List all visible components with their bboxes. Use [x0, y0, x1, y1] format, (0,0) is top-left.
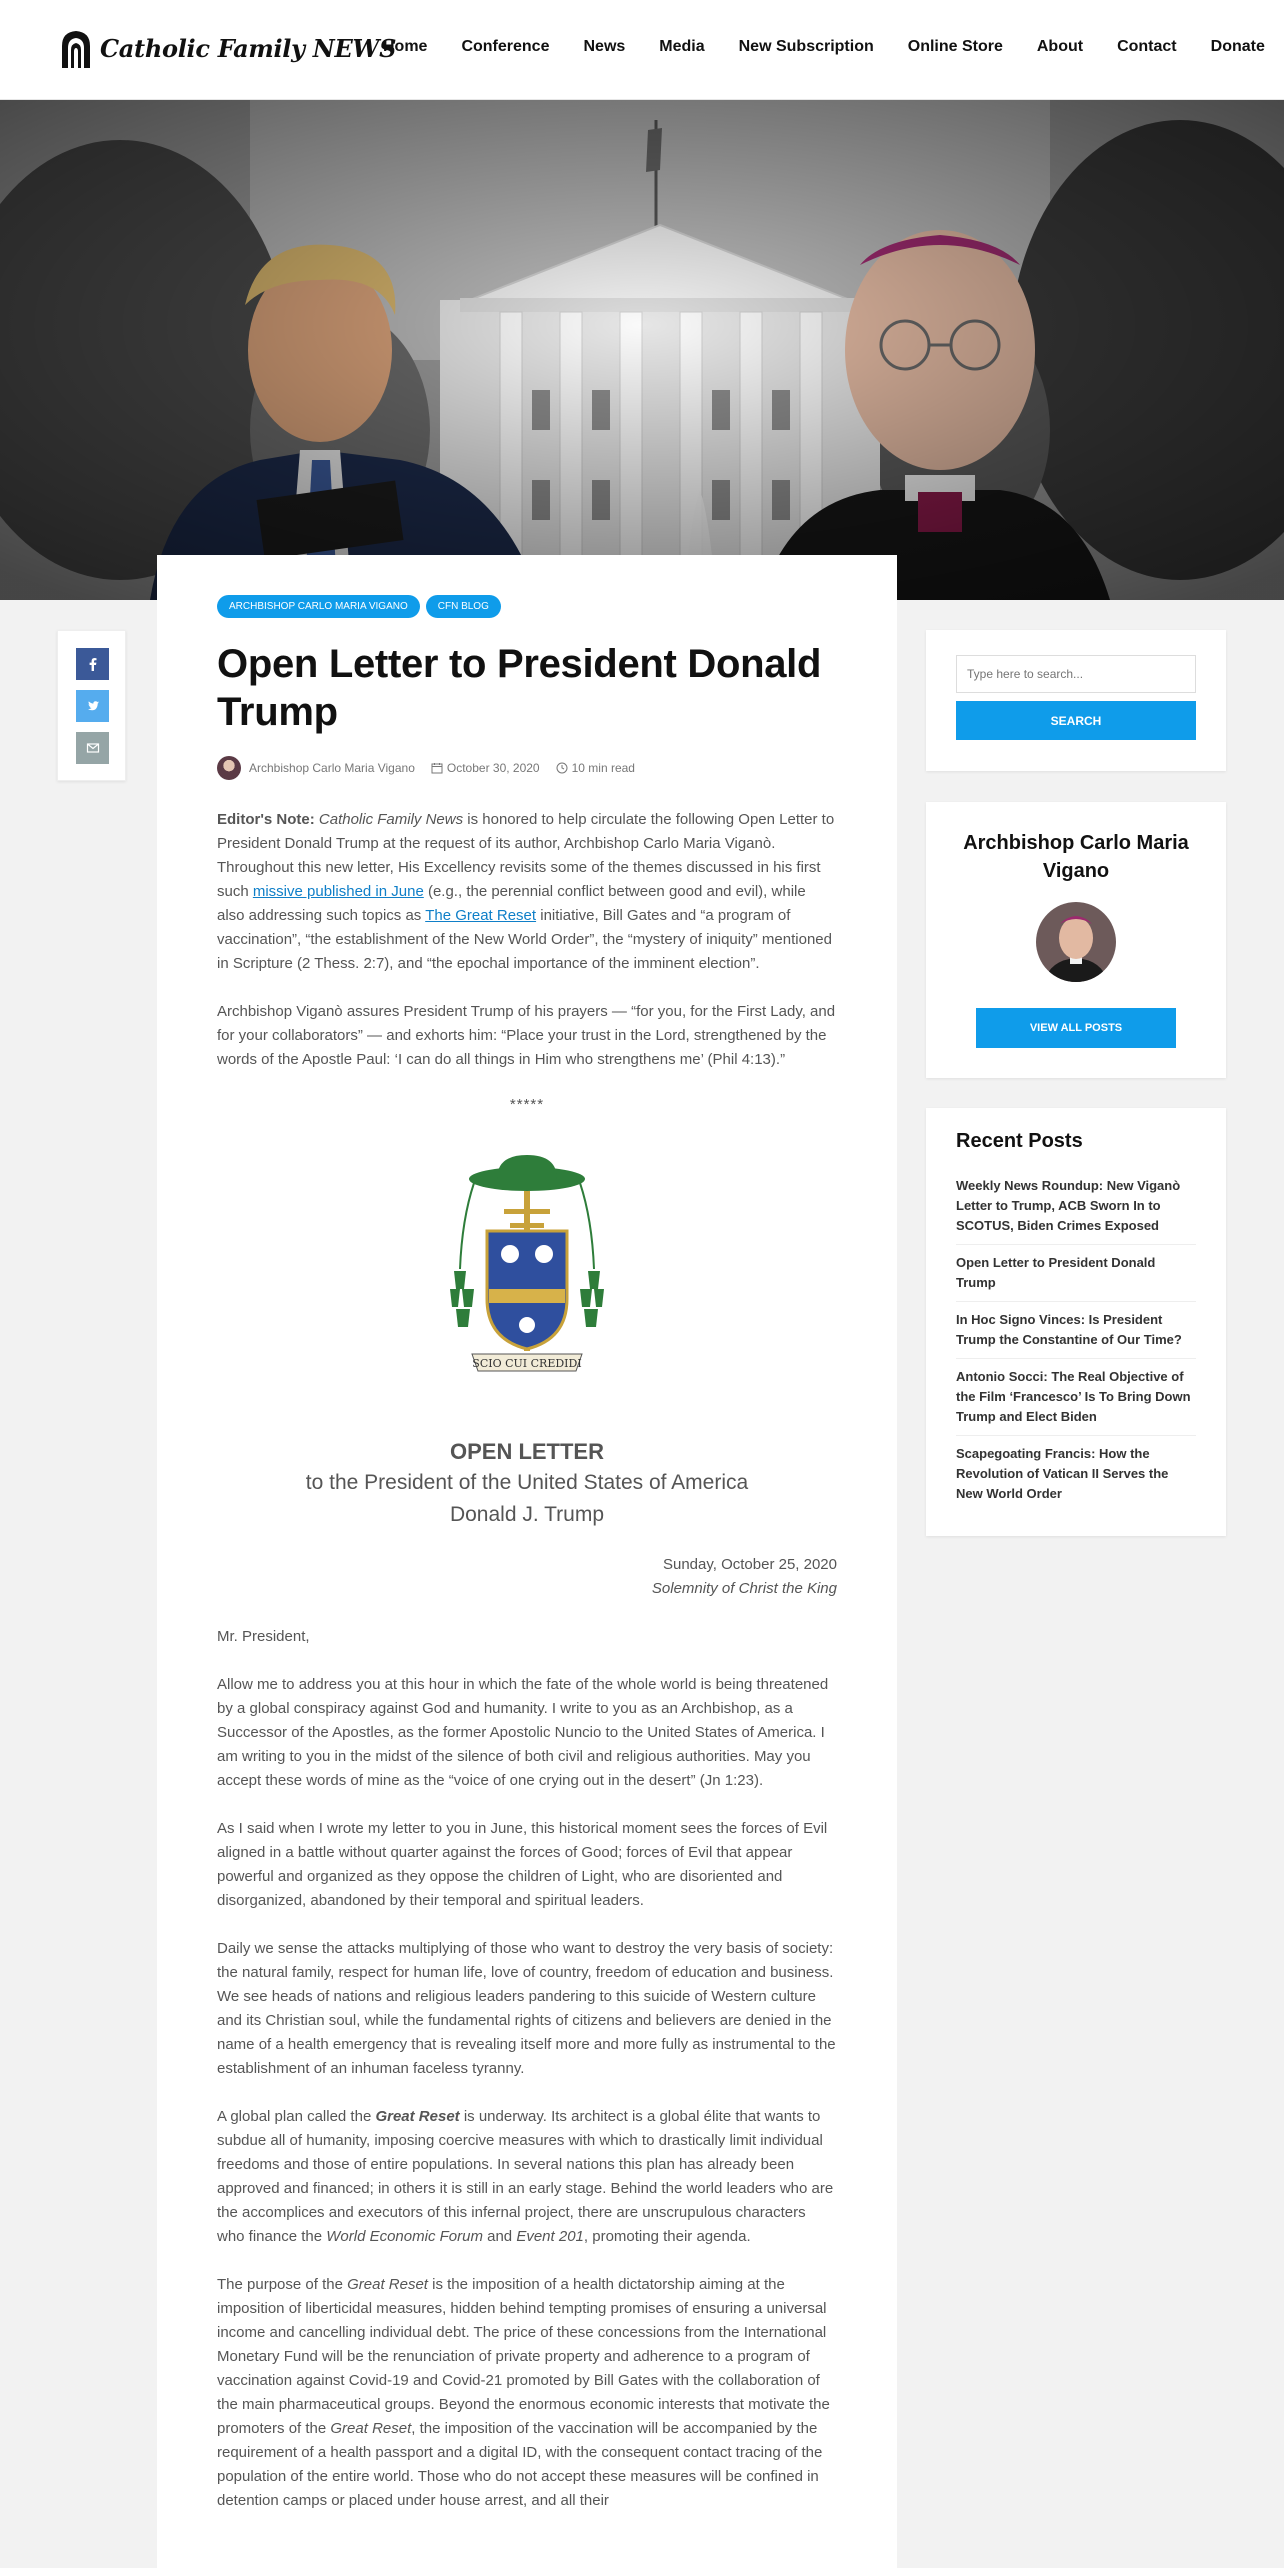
- letter-paragraph-4: [217, 2105, 837, 2249]
- open-letter-heading: [217, 1437, 837, 1531]
- search-input[interactable]: [956, 655, 1196, 693]
- nav-about[interactable]: About: [1036, 38, 1084, 55]
- view-all-posts-button[interactable]: VIEW ALL POSTS: [976, 1008, 1176, 1048]
- paragraph-text: , the imposition of the vaccination will be accompanied by the requirement of a health passport and a digital ID, with the consequent contact tracing of the population of the entire world. Those who do not accept these measures will be confined in detention camps or placed under house arrest, and all their: [217, 2420, 823, 2509]
- paragraph-emphasis: Great Reset: [347, 2276, 428, 2293]
- category-tags: [217, 595, 837, 618]
- recent-posts-list: [956, 1168, 1196, 1512]
- salutation: Mr. President,: [217, 1628, 310, 1645]
- editor-note-text: (e.g., the perennial conflict between good and evil), while also addressing such topics as: [217, 883, 806, 924]
- paragraph-emphasis: World Economic Forum: [326, 2228, 483, 2245]
- author-widget-name: Archbishop Carlo Maria Vigano: [963, 832, 1189, 882]
- hero-image: [0, 100, 1284, 600]
- paragraph-text: , promoting their agenda.: [583, 2228, 751, 2245]
- paragraph-text: A global plan called the: [217, 2108, 376, 2125]
- author-portrait: [1036, 902, 1116, 982]
- article-title: Open Letter to President Donald Trump: [217, 642, 822, 734]
- email-share-button[interactable]: [76, 732, 109, 764]
- open-letter-title: OPEN LETTER: [449, 1439, 604, 1464]
- letter-date: Sunday, October 25, 2020: [662, 1556, 837, 1573]
- site-logo[interactable]: [58, 28, 396, 68]
- facebook-share-button[interactable]: [76, 648, 109, 680]
- clock-icon: [556, 762, 568, 774]
- calendar-icon: [431, 762, 443, 774]
- paragraph-text: The purpose of the: [217, 2276, 348, 2293]
- recent-posts-widget: [926, 1108, 1226, 1536]
- letter-dateline: [217, 1553, 837, 1601]
- search-button[interactable]: SEARCH: [956, 701, 1196, 740]
- white-house-photo: [0, 100, 1284, 600]
- article-content: [217, 595, 837, 2513]
- author-avatar[interactable]: [217, 756, 241, 780]
- coat-of-arms-image: [442, 1149, 612, 1389]
- paragraph-emphasis: Event 201: [516, 2228, 584, 2245]
- article-card: [157, 555, 897, 2568]
- author-widget: [926, 802, 1226, 1078]
- search-widget: [926, 630, 1226, 771]
- paragraph-emphasis: Great Reset: [330, 2420, 412, 2437]
- envelope-icon: [86, 741, 100, 755]
- publication-name: Catholic Family News: [318, 811, 464, 828]
- letter-paragraph-5: [217, 2273, 837, 2513]
- separator-stars: *****: [509, 1096, 545, 1113]
- logo-text: Catholic Family NEWS: [100, 33, 397, 63]
- nav-online-store[interactable]: Online Store: [907, 38, 1003, 55]
- nav-home[interactable]: Home: [383, 38, 428, 55]
- recent-post-link[interactable]: Antonio Socci: The Real Objective of the Film ‘Francesco’ Is To Bring Down Trump and Elect Biden: [956, 1359, 1196, 1436]
- recent-post-link[interactable]: Open Letter to President Donald Trump: [956, 1245, 1196, 1302]
- editor-note: [217, 808, 837, 976]
- missive-link[interactable]: missive published in June: [252, 883, 424, 900]
- paragraph-text: is the imposition of a health dictatorship aiming at the imposition of liberticidal measures, hidden behind tempting promises of ensuring a universal income and cancelling individual debt. The price of these concessions from the International Monetary Fund will be the renunciation of private property and adherence to a program of vaccination against Covid-19 and Covid-21 promoted by Bill Gates with the collaboration of the main pharmaceutical groups. Beyond the enormous economic interests that motivate the promoters of the: [217, 2276, 830, 2437]
- great-reset-link[interactable]: The Great Reset: [425, 907, 537, 924]
- recent-post-link[interactable]: In Hoc Signo Vinces: Is President Trump the Constantine of Our Time?: [956, 1302, 1196, 1359]
- open-letter-recipient: to the President of the United States of America: [305, 1471, 749, 1494]
- read-time: 10 min read: [571, 761, 635, 775]
- open-letter-name: Donald J. Trump: [449, 1503, 605, 1526]
- facebook-icon: [86, 657, 100, 671]
- share-buttons: [57, 630, 126, 781]
- paragraph-text: and: [482, 2228, 517, 2245]
- recent-post-link[interactable]: Scapegoating Francis: How the Revolution of Vatican II Serves the New World Order: [956, 1446, 1169, 1501]
- nav-news[interactable]: News: [583, 38, 626, 55]
- letter-paragraph-1: Allow me to address you at this hour in which the fate of the whole world is being threatened by a global conspiracy against God and humanity. I write to you as an Archbishop, as a Successor of the Apostles, as the former Apostolic Nuncio to the United States of America. I am writing to you in the midst of the silence of both civil and religious authorities. May you accept these words of mine as the “voice of one crying out in the desert” (Jn 1:23).: [217, 1676, 829, 1789]
- letter-paragraph-3: Daily we sense the attacks multiplying of those who want to destroy the very basis of society: the natural family, respect for human life, love of country, freedom of education and business. We see heads of nations and religious leaders pandering to this suicide of Western culture and its Christian soul, while the fundamental rights of citizens and believers are denied in the name of a health emergency that is revealing itself more and more fully as instrumental to the establishment of an inhuman faceless tyranny.: [217, 1940, 836, 2077]
- nav-new-subscription[interactable]: New Subscription: [738, 38, 874, 55]
- author-photo[interactable]: [1036, 902, 1116, 982]
- recent-posts-title: Recent Posts: [956, 1130, 1083, 1152]
- nav-contact[interactable]: Contact: [1117, 38, 1177, 55]
- crest-motto: SCIO CUI CREDIDI: [472, 1357, 582, 1370]
- editor-note-text: is honored to help circulate the following Open Letter to President Donald Trump at the request of its author, Archbishop Carlo Maria Viganò. Throughout this new letter, His Excellency revisits some of the themes discussed in his first such: [217, 811, 835, 900]
- letter-feast: Solemnity of Christ the King: [651, 1580, 837, 1597]
- twitter-icon: [86, 699, 100, 713]
- article-meta: [217, 756, 837, 780]
- paragraph-text: is underway. Its architect is a global élite that wants to subdue all of humanity, imposing coercive measures with which to drastically limit individual freedoms and those of entire populations. In several nations this plan has already been approved and financed; in others it is still in an early stage. Behind the world leaders who are the accomplices and executors of this infernal project, there are unscrupulous characters who finance the: [217, 2108, 834, 2245]
- paragraph-emphasis: Great Reset: [375, 2108, 460, 2125]
- nav-media[interactable]: Media: [659, 38, 705, 55]
- twitter-share-button[interactable]: [76, 690, 109, 722]
- site-header: [0, 0, 1284, 100]
- author-link[interactable]: Archbishop Carlo Maria Vigano: [249, 761, 415, 775]
- editor-note-label: Editor's Note:: [217, 811, 315, 828]
- church-arch-logo-icon: [58, 28, 94, 68]
- post-date: October 30, 2020: [446, 761, 540, 775]
- main-nav: [383, 38, 1284, 56]
- nav-donate[interactable]: Donate: [1210, 38, 1265, 55]
- editor-note-text: initiative, Bill Gates and “a program of vaccination”, “the establishment of the New World Order”, the “mystery of iniquity” mentioned in Scripture (2 Thess. 2:7), and “the epochal importance of the imminent election”.: [217, 907, 832, 972]
- nav-conference[interactable]: Conference: [461, 38, 550, 55]
- letter-paragraph-2: As I said when I wrote my letter to you in June, this historical moment sees the forces of Evil aligned in a battle without quarter against the forces of Good; forces of Evil that appear powerful and organized as they oppose the children of Light, who are disoriented and disorganized, abandoned by their temporal and spiritual leaders.: [217, 1820, 828, 1909]
- tag-archbishop[interactable]: ARCHBISHOP CARLO MARIA VIGANO: [217, 595, 420, 618]
- intro-paragraph: Archbishop Viganò assures President Trump of his prayers — “for you, for the First Lady, and for your collaborators” — and exhorts him: “Place your trust in the Lord, strengthened by the words of the Apostle Paul: ‘I can do all things in Him who strengthens me’ (Phil 4:13).”: [217, 1003, 836, 1068]
- tag-cfn-blog[interactable]: CFN BLOG: [426, 595, 501, 618]
- recent-post-link[interactable]: Weekly News Roundup: New Viganò Letter to Trump, ACB Sworn In to SCOTUS, Biden Crimes Exposed: [956, 1168, 1196, 1245]
